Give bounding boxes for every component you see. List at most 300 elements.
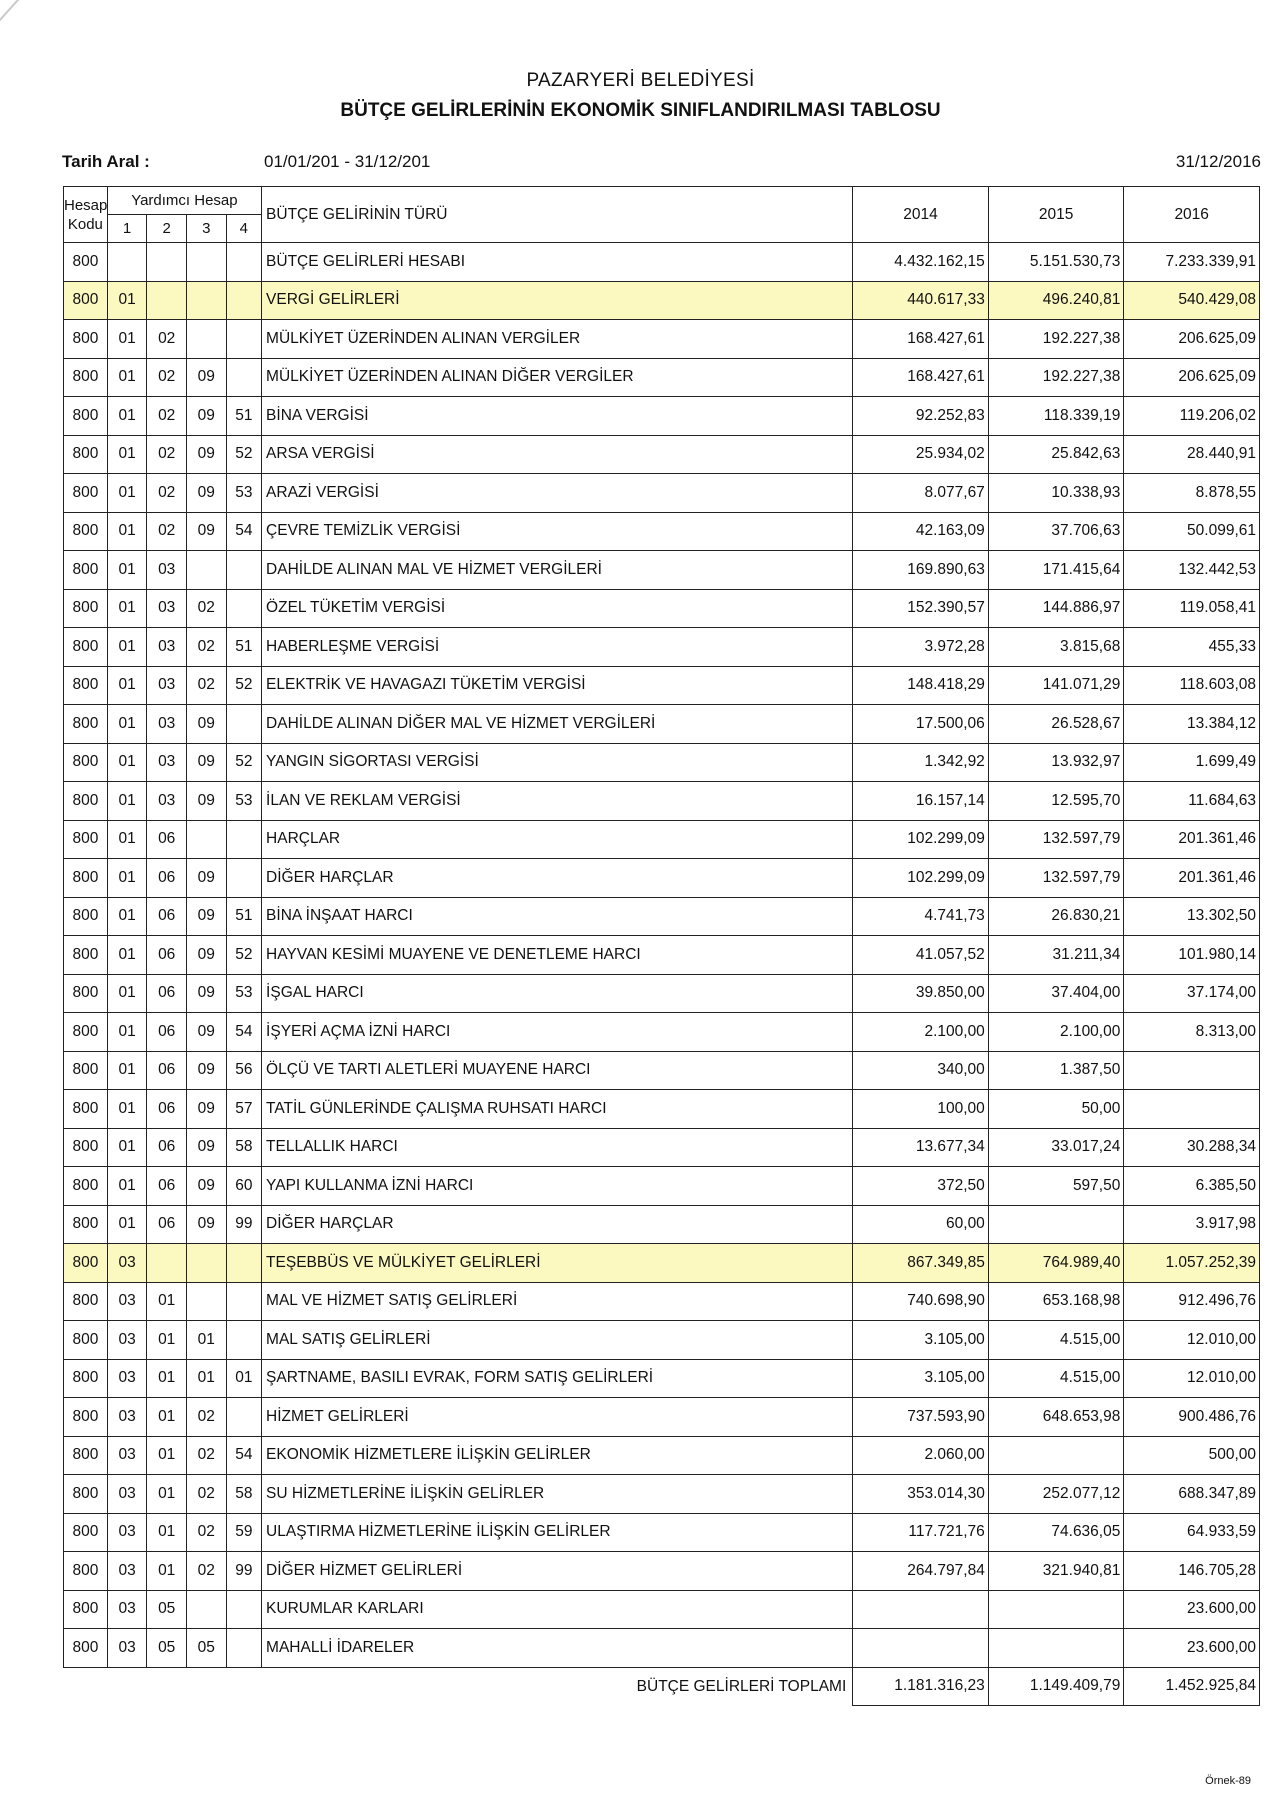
cell-sub-3: 09 [187, 782, 227, 821]
cell-2016: 12.010,00 [1124, 1359, 1260, 1398]
table-row [64, 1167, 1260, 1206]
cell-2015: 3.815,68 [988, 628, 1124, 667]
cell-sub-2: 03 [147, 782, 187, 821]
col-hesap-kodu-line2: Kodu [67, 215, 103, 233]
cell-2014: 4.432.162,15 [853, 243, 989, 282]
cell-sub-1: 01 [107, 397, 147, 436]
cell-hesap-kodu: 800 [64, 974, 108, 1013]
cell-sub-3: 02 [187, 589, 227, 628]
cell-sub-4: 60 [226, 1167, 261, 1206]
cell-sub-1: 01 [107, 1167, 147, 1206]
cell-2015: 144.886,97 [988, 589, 1124, 628]
cell-sub-2: 01 [147, 1513, 187, 1552]
table-row [64, 589, 1260, 628]
cell-sub-3: 09 [187, 1205, 227, 1244]
table-row [64, 1513, 1260, 1552]
cell-sub-4: 56 [226, 1051, 261, 1090]
cell-2015: 321.940,81 [988, 1552, 1124, 1591]
cell-sub-4: 58 [226, 1475, 261, 1514]
table-row [64, 397, 1260, 436]
cell-sub-2: 02 [147, 397, 187, 436]
cell-sub-3: 05 [187, 1629, 227, 1668]
table-row [64, 1359, 1260, 1398]
cell-gelir-turu: TEŞEBBÜS VE MÜLKİYET GELİRLERİ [262, 1244, 853, 1283]
cell-sub-2: 03 [147, 551, 187, 590]
table-row [64, 1128, 1260, 1167]
table-row [64, 1475, 1260, 1514]
cell-sub-4: 01 [226, 1359, 261, 1398]
cell-sub-3: 02 [187, 1475, 227, 1514]
cell-gelir-turu: ULAŞTIRMA HİZMETLERİNE İLİŞKİN GELİRLER [262, 1513, 853, 1552]
cell-sub-3: 09 [187, 1013, 227, 1052]
cell-sub-2: 02 [147, 320, 187, 359]
cell-2014: 2.100,00 [853, 1013, 989, 1052]
totals-row [64, 1667, 1260, 1706]
cell-2014: 39.850,00 [853, 974, 989, 1013]
cell-sub-1: 01 [107, 974, 147, 1013]
cell-2016 [1124, 1090, 1260, 1129]
cell-sub-4 [226, 320, 261, 359]
cell-sub-1: 01 [107, 1090, 147, 1129]
cell-sub-4: 52 [226, 936, 261, 975]
cell-2015: 1.387,50 [988, 1051, 1124, 1090]
cell-2016: 30.288,34 [1124, 1128, 1260, 1167]
total-2015: 1.149.409,79 [988, 1667, 1124, 1706]
cell-gelir-turu: TELLALLIK HARCI [262, 1128, 853, 1167]
table-row [64, 281, 1260, 320]
cell-2014: 168.427,61 [853, 358, 989, 397]
cell-gelir-turu: KURUMLAR KARLARI [262, 1590, 853, 1629]
cell-hesap-kodu: 800 [64, 474, 108, 513]
cell-2015: 31.211,34 [988, 936, 1124, 975]
cell-gelir-turu: İŞYERİ AÇMA İZNİ HARCI [262, 1013, 853, 1052]
cell-2014: 1.342,92 [853, 743, 989, 782]
cell-sub-3: 09 [187, 859, 227, 898]
cell-sub-3: 09 [187, 743, 227, 782]
cell-sub-3: 02 [187, 628, 227, 667]
cell-hesap-kodu: 800 [64, 1167, 108, 1206]
cell-2016: 201.361,46 [1124, 820, 1260, 859]
cell-sub-1: 01 [107, 1051, 147, 1090]
cell-2016: 455,33 [1124, 628, 1260, 667]
cell-sub-3: 09 [187, 1128, 227, 1167]
cell-2016: 206.625,09 [1124, 320, 1260, 359]
cell-hesap-kodu: 800 [64, 666, 108, 705]
cell-hesap-kodu: 800 [64, 1051, 108, 1090]
cell-sub-2: 06 [147, 897, 187, 936]
table-row [64, 512, 1260, 551]
cell-gelir-turu: ELEKTRİK VE HAVAGAZI TÜKETİM VERGİSİ [262, 666, 853, 705]
cell-sub-2: 01 [147, 1282, 187, 1321]
cell-hesap-kodu: 800 [64, 1282, 108, 1321]
cell-2016: 101.980,14 [1124, 936, 1260, 975]
cell-sub-2: 06 [147, 936, 187, 975]
cell-2014: 3.972,28 [853, 628, 989, 667]
cell-sub-4 [226, 1398, 261, 1437]
cell-gelir-turu: ARSA VERGİSİ [262, 435, 853, 474]
cell-2016: 119.206,02 [1124, 397, 1260, 436]
cell-2015: 37.404,00 [988, 974, 1124, 1013]
cell-sub-1: 03 [107, 1513, 147, 1552]
cell-sub-2: 03 [147, 705, 187, 744]
document-title: BÜTÇE GELİRLERİNİN EKONOMİK SINIFLANDIRILMASI TABLOSU [340, 100, 941, 121]
org-name: PAZARYERİ BELEDİYESİ [526, 70, 755, 91]
cell-2016: 912.496,76 [1124, 1282, 1260, 1321]
cell-hesap-kodu: 800 [64, 1436, 108, 1475]
cell-sub-3: 09 [187, 974, 227, 1013]
cell-hesap-kodu: 800 [64, 358, 108, 397]
cell-gelir-turu: ŞARTNAME, BASILI EVRAK, FORM SATIŞ GELİRLERİ [262, 1359, 853, 1398]
cell-sub-2: 01 [147, 1359, 187, 1398]
cell-gelir-turu: ÇEVRE TEMİZLİK VERGİSİ [262, 512, 853, 551]
table-row [64, 1205, 1260, 1244]
cell-sub-2 [147, 243, 187, 282]
cell-hesap-kodu: 800 [64, 628, 108, 667]
scan-artifact-line [0, 0, 84, 32]
cell-sub-1: 03 [107, 1436, 147, 1475]
cell-sub-3: 09 [187, 358, 227, 397]
table-row [64, 666, 1260, 705]
cell-2015: 37.706,63 [988, 512, 1124, 551]
cell-gelir-turu: TATİL GÜNLERİNDE ÇALIŞMA RUHSATI HARCI [262, 1090, 853, 1129]
cell-2015: 653.168,98 [988, 1282, 1124, 1321]
cell-2015: 648.653,98 [988, 1398, 1124, 1437]
cell-hesap-kodu: 800 [64, 1128, 108, 1167]
cell-hesap-kodu: 800 [64, 705, 108, 744]
cell-2016: 206.625,09 [1124, 358, 1260, 397]
cell-sub-1: 03 [107, 1359, 147, 1398]
cell-sub-1: 01 [107, 281, 147, 320]
cell-2015: 192.227,38 [988, 320, 1124, 359]
cell-hesap-kodu: 800 [64, 1013, 108, 1052]
cell-2016 [1124, 1051, 1260, 1090]
cell-sub-2: 06 [147, 1128, 187, 1167]
cell-gelir-turu: YAPI KULLANMA İZNİ HARCI [262, 1167, 853, 1206]
cell-sub-1: 01 [107, 1013, 147, 1052]
table-row [64, 820, 1260, 859]
cell-sub-4 [226, 1321, 261, 1360]
cell-hesap-kodu: 800 [64, 859, 108, 898]
table-row [64, 551, 1260, 590]
cell-2014: 102.299,09 [853, 820, 989, 859]
cell-sub-4 [226, 1244, 261, 1283]
cell-2015: 171.415,64 [988, 551, 1124, 590]
table-row [64, 358, 1260, 397]
cell-gelir-turu: MÜLKİYET ÜZERİNDEN ALINAN VERGİLER [262, 320, 853, 359]
cell-gelir-turu: BİNA VERGİSİ [262, 397, 853, 436]
cell-hesap-kodu: 800 [64, 1590, 108, 1629]
cell-gelir-turu: HAYVAN KESİMİ MUAYENE VE DENETLEME HARCI [262, 936, 853, 975]
cell-sub-1: 03 [107, 1552, 147, 1591]
cell-gelir-turu: MAHALLİ İDARELER [262, 1629, 853, 1668]
cell-sub-3: 02 [187, 1552, 227, 1591]
cell-sub-3: 02 [187, 666, 227, 705]
cell-2014: 740.698,90 [853, 1282, 989, 1321]
cell-hesap-kodu: 800 [64, 1475, 108, 1514]
table-row [64, 705, 1260, 744]
cell-hesap-kodu: 800 [64, 512, 108, 551]
cell-sub-1: 03 [107, 1590, 147, 1629]
cell-sub-4: 53 [226, 974, 261, 1013]
cell-sub-3: 02 [187, 1398, 227, 1437]
cell-sub-3: 02 [187, 1436, 227, 1475]
table-row [64, 435, 1260, 474]
cell-hesap-kodu: 800 [64, 1629, 108, 1668]
col-gelir-turu: BÜTÇE GELİRİNİN TÜRÜ [262, 187, 853, 243]
cell-hesap-kodu: 800 [64, 936, 108, 975]
cell-2016: 3.917,98 [1124, 1205, 1260, 1244]
cell-2015 [988, 1590, 1124, 1629]
cell-sub-4: 59 [226, 1513, 261, 1552]
cell-2015: 25.842,63 [988, 435, 1124, 474]
cell-2016: 13.384,12 [1124, 705, 1260, 744]
cell-sub-2: 06 [147, 1051, 187, 1090]
cell-2016: 6.385,50 [1124, 1167, 1260, 1206]
table-row [64, 1398, 1260, 1437]
report-date: 31/12/2016 [1175, 152, 1261, 171]
cell-sub-3 [187, 1590, 227, 1629]
cell-sub-4: 58 [226, 1128, 261, 1167]
cell-sub-3: 09 [187, 512, 227, 551]
cell-hesap-kodu: 800 [64, 320, 108, 359]
cell-sub-1: 01 [107, 589, 147, 628]
cell-sub-1: 01 [107, 474, 147, 513]
cell-sub-1: 01 [107, 666, 147, 705]
cell-2015: 4.515,00 [988, 1321, 1124, 1360]
col-hesap-kodu [64, 187, 108, 243]
budget-table [63, 186, 1260, 1706]
col-year-2016: 2016 [1124, 187, 1260, 243]
cell-2014: 102.299,09 [853, 859, 989, 898]
col-sub-1: 1 [107, 215, 147, 243]
cell-2015: 4.515,00 [988, 1359, 1124, 1398]
totals-label: BÜTÇE GELİRLERİ TOPLAMI [636, 1677, 847, 1695]
cell-sub-1: 01 [107, 1128, 147, 1167]
cell-2016: 12.010,00 [1124, 1321, 1260, 1360]
cell-2016: 540.429,08 [1124, 281, 1260, 320]
cell-2016: 23.600,00 [1124, 1590, 1260, 1629]
cell-2015: 33.017,24 [988, 1128, 1124, 1167]
cell-2014: 737.593,90 [853, 1398, 989, 1437]
date-range-label: Tarih Aral : [62, 152, 150, 171]
cell-2016: 7.233.339,91 [1124, 243, 1260, 282]
cell-2014: 92.252,83 [853, 397, 989, 436]
cell-2016: 8.878,55 [1124, 474, 1260, 513]
cell-sub-1: 01 [107, 320, 147, 359]
cell-gelir-turu: ARAZİ VERGİSİ [262, 474, 853, 513]
cell-gelir-turu: VERGİ GELİRLERİ [262, 281, 853, 320]
cell-sub-4 [226, 243, 261, 282]
cell-hesap-kodu: 800 [64, 435, 108, 474]
cell-2014 [853, 1629, 989, 1668]
total-2014: 1.181.316,23 [853, 1667, 989, 1706]
col-hesap-kodu-line1: Hesap [64, 196, 108, 214]
cell-2014: 13.677,34 [853, 1128, 989, 1167]
col-year-2014: 2014 [853, 187, 989, 243]
col-sub-4: 4 [226, 215, 261, 243]
cell-sub-2: 06 [147, 820, 187, 859]
cell-gelir-turu: BÜTÇE GELİRLERİ HESABI [262, 243, 853, 282]
cell-sub-3 [187, 551, 227, 590]
cell-2016: 132.442,53 [1124, 551, 1260, 590]
cell-2016: 11.684,63 [1124, 782, 1260, 821]
cell-2015: 252.077,12 [988, 1475, 1124, 1514]
cell-sub-3 [187, 320, 227, 359]
cell-2014: 168.427,61 [853, 320, 989, 359]
table-row [64, 1013, 1260, 1052]
cell-2015: 26.528,67 [988, 705, 1124, 744]
table-row [64, 1244, 1260, 1283]
cell-sub-2: 01 [147, 1552, 187, 1591]
table-row [64, 782, 1260, 821]
cell-hesap-kodu: 800 [64, 1552, 108, 1591]
cell-sub-1: 01 [107, 435, 147, 474]
cell-sub-1: 01 [107, 628, 147, 667]
cell-sub-1: 01 [107, 551, 147, 590]
cell-gelir-turu: DİĞER HİZMET GELİRLERİ [262, 1552, 853, 1591]
cell-sub-3: 02 [187, 1513, 227, 1552]
cell-gelir-turu: HARÇLAR [262, 820, 853, 859]
cell-gelir-turu: MÜLKİYET ÜZERİNDEN ALINAN DİĞER VERGİLER [262, 358, 853, 397]
cell-2015: 26.830,21 [988, 897, 1124, 936]
table-row [64, 1090, 1260, 1129]
cell-sub-3 [187, 1244, 227, 1283]
cell-sub-3: 09 [187, 1090, 227, 1129]
cell-sub-4: 54 [226, 512, 261, 551]
cell-sub-2 [147, 281, 187, 320]
table-body [64, 243, 1260, 1668]
cell-gelir-turu: ÖLÇÜ VE TARTI ALETLERİ MUAYENE HARCI [262, 1051, 853, 1090]
cell-2014: 3.105,00 [853, 1359, 989, 1398]
cell-sub-2 [147, 1244, 187, 1283]
cell-2015: 74.636,05 [988, 1513, 1124, 1552]
cell-2014: 117.721,76 [853, 1513, 989, 1552]
cell-sub-2: 01 [147, 1436, 187, 1475]
cell-sub-4: 54 [226, 1013, 261, 1052]
cell-hesap-kodu: 800 [64, 281, 108, 320]
table-row [64, 474, 1260, 513]
table-row [64, 320, 1260, 359]
cell-2014: 264.797,84 [853, 1552, 989, 1591]
cell-sub-4 [226, 1629, 261, 1668]
cell-gelir-turu: DİĞER HARÇLAR [262, 1205, 853, 1244]
cell-sub-3: 09 [187, 474, 227, 513]
cell-sub-3: 09 [187, 936, 227, 975]
cell-sub-1: 03 [107, 1398, 147, 1437]
cell-gelir-turu: ÖZEL TÜKETİM VERGİSİ [262, 589, 853, 628]
cell-2016: 64.933,59 [1124, 1513, 1260, 1552]
cell-gelir-turu: MAL VE HİZMET SATIŞ GELİRLERİ [262, 1282, 853, 1321]
table-row [64, 1590, 1260, 1629]
cell-sub-1: 01 [107, 897, 147, 936]
cell-2014: 353.014,30 [853, 1475, 989, 1514]
cell-2016: 118.603,08 [1124, 666, 1260, 705]
cell-sub-2: 01 [147, 1398, 187, 1437]
col-year-2015: 2015 [988, 187, 1124, 243]
cell-hesap-kodu: 800 [64, 397, 108, 436]
cell-sub-3 [187, 243, 227, 282]
cell-2014: 17.500,06 [853, 705, 989, 744]
cell-sub-4: 53 [226, 474, 261, 513]
cell-sub-2: 06 [147, 1090, 187, 1129]
cell-sub-3: 09 [187, 897, 227, 936]
cell-2016: 1.699,49 [1124, 743, 1260, 782]
cell-2016: 1.057.252,39 [1124, 1244, 1260, 1283]
cell-2015: 12.595,70 [988, 782, 1124, 821]
form-code: Örnek-89 [1205, 1775, 1251, 1787]
cell-2015: 132.597,79 [988, 820, 1124, 859]
table-row [64, 897, 1260, 936]
cell-sub-2: 03 [147, 666, 187, 705]
cell-2015: 132.597,79 [988, 859, 1124, 898]
cell-sub-3: 09 [187, 1167, 227, 1206]
cell-hesap-kodu: 800 [64, 1513, 108, 1552]
cell-2016: 146.705,28 [1124, 1552, 1260, 1591]
cell-sub-4: 57 [226, 1090, 261, 1129]
cell-sub-1: 01 [107, 358, 147, 397]
cell-hesap-kodu: 800 [64, 820, 108, 859]
cell-2016: 119.058,41 [1124, 589, 1260, 628]
cell-sub-1: 01 [107, 1205, 147, 1244]
cell-gelir-turu: HİZMET GELİRLERİ [262, 1398, 853, 1437]
cell-gelir-turu: HABERLEŞME VERGİSİ [262, 628, 853, 667]
cell-2016: 37.174,00 [1124, 974, 1260, 1013]
cell-sub-2: 03 [147, 743, 187, 782]
table-row [64, 243, 1260, 282]
cell-2015 [988, 1629, 1124, 1668]
cell-sub-2: 02 [147, 358, 187, 397]
cell-sub-1: 03 [107, 1282, 147, 1321]
cell-2016: 28.440,91 [1124, 435, 1260, 474]
cell-sub-1: 01 [107, 859, 147, 898]
cell-sub-4 [226, 1590, 261, 1629]
cell-sub-4: 52 [226, 666, 261, 705]
cell-2016: 50.099,61 [1124, 512, 1260, 551]
cell-2014: 2.060,00 [853, 1436, 989, 1475]
cell-sub-1: 03 [107, 1629, 147, 1668]
cell-hesap-kodu: 800 [64, 1398, 108, 1437]
cell-sub-4: 52 [226, 743, 261, 782]
cell-sub-1: 01 [107, 512, 147, 551]
col-sub-2: 2 [147, 215, 187, 243]
table-row [64, 1436, 1260, 1475]
cell-hesap-kodu: 800 [64, 1359, 108, 1398]
cell-2014: 8.077,67 [853, 474, 989, 513]
cell-2014: 340,00 [853, 1051, 989, 1090]
cell-2014: 42.163,09 [853, 512, 989, 551]
cell-gelir-turu: EKONOMİK HİZMETLERE İLİŞKİN GELİRLER [262, 1436, 853, 1475]
cell-sub-1 [107, 243, 147, 282]
cell-sub-3 [187, 281, 227, 320]
cell-2016: 688.347,89 [1124, 1475, 1260, 1514]
cell-2016: 900.486,76 [1124, 1398, 1260, 1437]
cell-sub-3 [187, 820, 227, 859]
cell-sub-4 [226, 551, 261, 590]
cell-hesap-kodu: 800 [64, 1205, 108, 1244]
cell-sub-3: 09 [187, 1051, 227, 1090]
cell-gelir-turu: DİĞER HARÇLAR [262, 859, 853, 898]
cell-2015 [988, 1436, 1124, 1475]
table-row [64, 743, 1260, 782]
cell-sub-2: 03 [147, 628, 187, 667]
cell-sub-2: 01 [147, 1475, 187, 1514]
cell-2016: 8.313,00 [1124, 1013, 1260, 1052]
cell-2015: 5.151.530,73 [988, 243, 1124, 282]
cell-2015: 764.989,40 [988, 1244, 1124, 1283]
cell-sub-4: 51 [226, 628, 261, 667]
cell-2015: 10.338,93 [988, 474, 1124, 513]
cell-hesap-kodu: 800 [64, 743, 108, 782]
